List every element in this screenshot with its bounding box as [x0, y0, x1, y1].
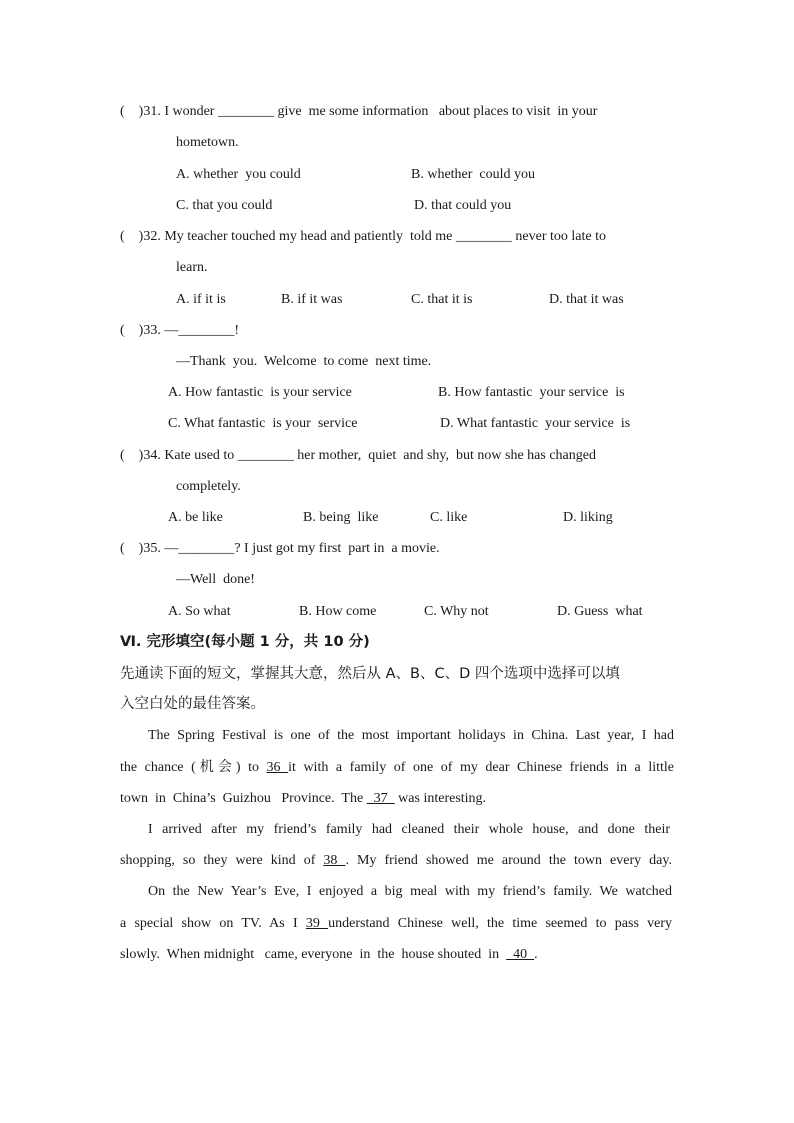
q32-stem: ( )32. My teacher touched my head and patiently told me ________ never too late to [120, 229, 606, 244]
q31-option-b: B. whether could you [411, 167, 536, 182]
q31-option-a: A. whether you could [176, 167, 301, 182]
passage-line: I arrived after my friend’s family had cleaned their whole house, and done their [148, 822, 670, 837]
q32-option-d: D. that it was [549, 292, 624, 307]
q31-option-d: D. that could you [414, 198, 512, 213]
q33-option-c: C. What fantastic is your service [168, 416, 358, 431]
q35-option-c: C. Why not [424, 604, 489, 619]
passage-line: The Spring Festival is one of the most important holidays in China. Last year, I had [148, 728, 674, 743]
passage-line: On the New Year’s Eve, I enjoyed a big meal with my friend’s family. We watched [148, 884, 672, 899]
q35-stem: ( )35. —________? I just got my first part in a movie. [120, 541, 440, 556]
passage-line: slowly. When midnight came, everyone in the house shouted in 40 . [120, 947, 538, 962]
section-heading: Ⅵ. 完形填空(每小题 1 分，共 10 分) [120, 634, 370, 650]
q33-option-b: B. How fantastic your service is [438, 385, 625, 400]
q31-stem-cont: hometown. [176, 135, 239, 150]
passage-line: the chance (机会) to 36 it with a family of one of my dear Chinese friends in a little [120, 760, 674, 775]
blank-40: 40 [506, 947, 535, 962]
q32-option-a: A. if it is [176, 292, 226, 307]
passage-line: a special show on TV. As I 39 understand Chinese well, the time seemed to pass very [120, 916, 673, 931]
q33-option-d: D. What fantastic your service is [440, 416, 631, 431]
q31-option-c: C. that you could [176, 198, 273, 213]
blank-38: 38 [323, 853, 346, 868]
q33-reply: —Thank you. Welcome to come next time. [176, 354, 432, 369]
q34-stem: ( )34. Kate used to ________ her mother, quiet and shy, but now she has changed [120, 448, 596, 463]
passage-line: shopping, so they were kind of 38 . My friend showed me around the town every day. [120, 853, 672, 868]
q31-stem: ( )31. I wonder ________ give me some information about places to visit in your [120, 104, 598, 119]
section-instruction-1: 先通读下面的短文，掌握其大意，然后从 A、B、C、D 四个选项中选择可以填 [120, 666, 620, 682]
q35-reply: —Well done! [176, 572, 255, 587]
q35-option-a: A. So what [168, 604, 231, 619]
q33-option-a: A. How fantastic is your service [168, 385, 352, 400]
q35-option-b: B. How come [299, 604, 377, 619]
section-instruction-2: 入空白处的最佳答案。 [120, 696, 265, 712]
blank-37: 37 [366, 791, 395, 806]
passage-line: town in China’s Guizhou Province. The 37 was interesting. [120, 791, 487, 806]
q32-option-c: C. that it is [411, 292, 473, 307]
blank-36: 36 [266, 760, 289, 775]
q34-stem-cont: completely. [176, 479, 241, 494]
q33-stem: ( )33. —________! [120, 323, 239, 338]
blank-39: 39 [305, 916, 329, 931]
q34-option-b: B. being like [303, 510, 379, 525]
q32-stem-cont: learn. [176, 260, 208, 275]
q35-option-d: D. Guess what [557, 604, 643, 619]
q34-option-d: D. liking [563, 510, 613, 525]
q32-option-b: B. if it was [281, 292, 343, 307]
q34-option-c: C. like [430, 510, 468, 525]
q34-option-a: A. be like [168, 510, 223, 525]
